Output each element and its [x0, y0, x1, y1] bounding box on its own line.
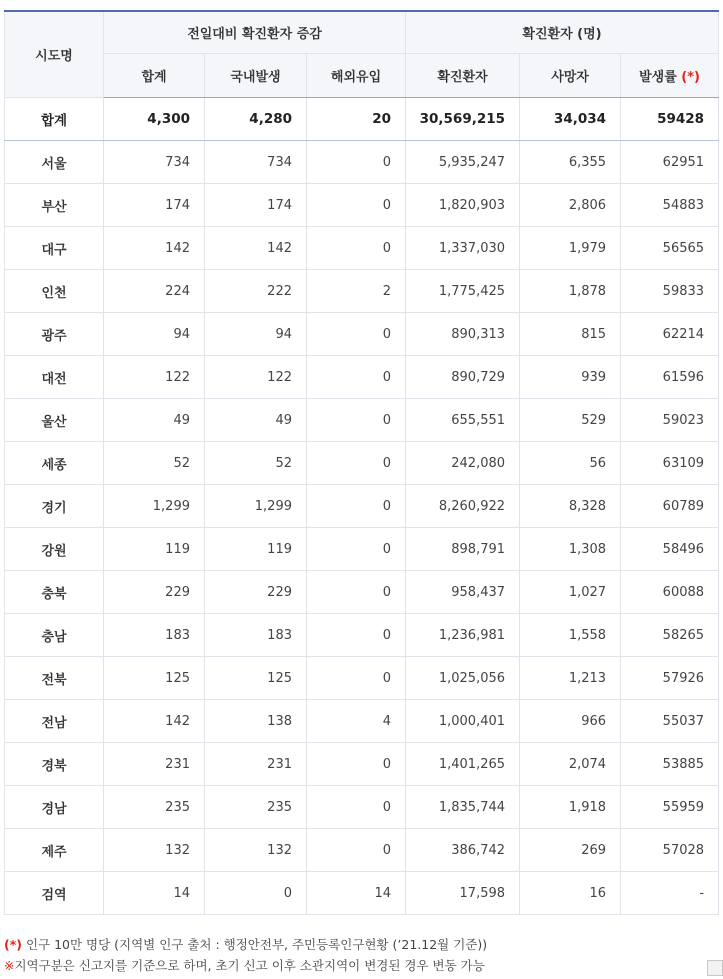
header-region: 시도명 — [5, 11, 104, 98]
cell-name: 검역 — [5, 872, 104, 915]
cell-domestic: 142 — [205, 227, 307, 270]
covid-region-table — [4, 10, 719, 915]
cell-overseas: 0 — [307, 485, 406, 528]
cell-name: 강원 — [5, 528, 104, 571]
cell-sum: 94 — [104, 313, 205, 356]
cell-incidence: 53885 — [621, 743, 719, 786]
cell-confirmed: 890,729 — [406, 356, 520, 399]
cell-overseas: 0 — [307, 227, 406, 270]
cell-overseas: 0 — [307, 786, 406, 829]
cell-overseas: 0 — [307, 829, 406, 872]
footnote-mark: ※ — [4, 958, 15, 973]
cell-deaths: 1,558 — [520, 614, 621, 657]
cell-name: 대전 — [5, 356, 104, 399]
cell-domestic: 183 — [205, 614, 307, 657]
cell-domestic: 734 — [205, 141, 307, 184]
table-body — [5, 98, 719, 915]
cell-sum: 183 — [104, 614, 205, 657]
footnote-star: (*) — [4, 937, 22, 952]
table-row — [5, 700, 719, 743]
cell-incidence: 59833 — [621, 270, 719, 313]
cell-sum: 142 — [104, 227, 205, 270]
cell-overseas: 0 — [307, 528, 406, 571]
table-row — [5, 743, 719, 786]
cell-name: 경기 — [5, 485, 104, 528]
header-incidence-label: 발생률 — [639, 70, 677, 85]
cell-confirmed: 655,551 — [406, 399, 520, 442]
cell-overseas: 0 — [307, 614, 406, 657]
cell-incidence: 57028 — [621, 829, 719, 872]
cell-confirmed: 898,791 — [406, 528, 520, 571]
cell-confirmed: 242,080 — [406, 442, 520, 485]
cell-incidence: 60088 — [621, 571, 719, 614]
cell-incidence: 58496 — [621, 528, 719, 571]
cell-confirmed: 17,598 — [406, 872, 520, 915]
cell-incidence: 58265 — [621, 614, 719, 657]
cell-name: 서울 — [5, 141, 104, 184]
cell-incidence: 61596 — [621, 356, 719, 399]
cell-sum: 224 — [104, 270, 205, 313]
cell-confirmed: 386,742 — [406, 829, 520, 872]
table-row — [5, 184, 719, 227]
cell-sum: 52 — [104, 442, 205, 485]
footnote-incidence — [4, 934, 718, 955]
cell-deaths: 1,918 — [520, 786, 621, 829]
cell-sum: 229 — [104, 571, 205, 614]
cell-overseas: 0 — [307, 743, 406, 786]
cell-name: 광주 — [5, 313, 104, 356]
cell-deaths: 1,213 — [520, 657, 621, 700]
cell-sum: 235 — [104, 786, 205, 829]
cell-incidence: 59428 — [621, 98, 719, 141]
cell-overseas: 0 — [307, 184, 406, 227]
cell-domestic: 235 — [205, 786, 307, 829]
cell-deaths: 1,878 — [520, 270, 621, 313]
cell-sum: 49 — [104, 399, 205, 442]
cell-confirmed: 890,313 — [406, 313, 520, 356]
cell-incidence: 56565 — [621, 227, 719, 270]
cell-name: 대구 — [5, 227, 104, 270]
cell-confirmed: 1,835,744 — [406, 786, 520, 829]
cell-domestic: 52 — [205, 442, 307, 485]
cell-deaths: 34,034 — [520, 98, 621, 141]
cell-deaths: 1,027 — [520, 571, 621, 614]
cell-overseas: 0 — [307, 313, 406, 356]
cell-deaths: 8,328 — [520, 485, 621, 528]
cell-deaths: 939 — [520, 356, 621, 399]
table-row — [5, 399, 719, 442]
header-daily-change-group: 전일대비 확진환자 증감 — [104, 11, 406, 54]
total-row — [5, 98, 719, 141]
cell-incidence: 55037 — [621, 700, 719, 743]
cell-overseas: 0 — [307, 442, 406, 485]
cell-overseas: 20 — [307, 98, 406, 141]
cell-overseas: 4 — [307, 700, 406, 743]
cell-domestic: 4,280 — [205, 98, 307, 141]
cell-domestic: 138 — [205, 700, 307, 743]
table-row — [5, 614, 719, 657]
cell-overseas: 14 — [307, 872, 406, 915]
cell-sum: 125 — [104, 657, 205, 700]
cell-deaths: 1,979 — [520, 227, 621, 270]
cell-deaths: 2,074 — [520, 743, 621, 786]
cell-deaths: 1,308 — [520, 528, 621, 571]
header-incidence-mark: (*) — [681, 70, 700, 85]
cell-confirmed: 958,437 — [406, 571, 520, 614]
footnote-region-text: 지역구분은 신고지를 기준으로 하며, 초기 신고 이후 소관지역이 변경된 경우 변동 가능 — [14, 958, 485, 973]
cell-sum: 231 — [104, 743, 205, 786]
cell-domestic: 49 — [205, 399, 307, 442]
cell-incidence: 60789 — [621, 485, 719, 528]
cell-name: 경북 — [5, 743, 104, 786]
cell-sum: 1,299 — [104, 485, 205, 528]
cell-incidence: 62214 — [621, 313, 719, 356]
table-row — [5, 657, 719, 700]
cell-deaths: 815 — [520, 313, 621, 356]
cell-name: 인천 — [5, 270, 104, 313]
cell-name: 전남 — [5, 700, 104, 743]
cell-overseas: 0 — [307, 571, 406, 614]
header-confirmed-group: 확진환자 (명) — [406, 11, 719, 54]
cell-overseas: 2 — [307, 270, 406, 313]
table-row — [5, 141, 719, 184]
table-row — [5, 872, 719, 915]
cell-deaths: 16 — [520, 872, 621, 915]
header-confirmed: 확진환자 — [406, 54, 520, 98]
cell-incidence: - — [621, 872, 719, 915]
cell-sum: 122 — [104, 356, 205, 399]
cell-domestic: 132 — [205, 829, 307, 872]
cell-sum: 142 — [104, 700, 205, 743]
table-row — [5, 786, 719, 829]
cell-confirmed: 1,775,425 — [406, 270, 520, 313]
cell-sum: 4,300 — [104, 98, 205, 141]
cell-domestic: 94 — [205, 313, 307, 356]
cell-incidence: 57926 — [621, 657, 719, 700]
cell-name: 경남 — [5, 786, 104, 829]
table-row — [5, 571, 719, 614]
footnote-incidence-text: 인구 10만 명당 (지역별 인구 출처 : 행정안전부, 주민등록인구현황 (’21.12월 기준)) — [21, 937, 488, 952]
cell-deaths: 2,806 — [520, 184, 621, 227]
table-row — [5, 528, 719, 571]
table-row — [5, 485, 719, 528]
cell-confirmed: 1,236,981 — [406, 614, 520, 657]
cell-sum: 14 — [104, 872, 205, 915]
cell-domestic: 229 — [205, 571, 307, 614]
header-domestic: 국내발생 — [205, 54, 307, 98]
footnotes — [4, 934, 718, 976]
cell-sum: 119 — [104, 528, 205, 571]
cell-domestic: 231 — [205, 743, 307, 786]
cell-deaths: 529 — [520, 399, 621, 442]
cell-confirmed: 1,820,903 — [406, 184, 520, 227]
cell-overseas: 0 — [307, 399, 406, 442]
cell-domestic: 122 — [205, 356, 307, 399]
table-row — [5, 442, 719, 485]
cell-overseas: 0 — [307, 141, 406, 184]
table-row — [5, 829, 719, 872]
table-row — [5, 356, 719, 399]
table-row — [5, 227, 719, 270]
cell-confirmed: 30,569,215 — [406, 98, 520, 141]
cell-confirmed: 1,337,030 — [406, 227, 520, 270]
header-incidence — [621, 54, 719, 98]
scroll-corner[interactable] — [707, 960, 723, 976]
cell-deaths: 269 — [520, 829, 621, 872]
cell-incidence: 54883 — [621, 184, 719, 227]
cell-domestic: 222 — [205, 270, 307, 313]
cell-deaths: 56 — [520, 442, 621, 485]
cell-overseas: 0 — [307, 657, 406, 700]
cell-domestic: 125 — [205, 657, 307, 700]
cell-name: 세종 — [5, 442, 104, 485]
cell-sum: 734 — [104, 141, 205, 184]
cell-name: 합계 — [5, 98, 104, 141]
cell-domestic: 119 — [205, 528, 307, 571]
cell-domestic: 174 — [205, 184, 307, 227]
cell-overseas: 0 — [307, 356, 406, 399]
header-deaths: 사망자 — [520, 54, 621, 98]
cell-incidence: 62951 — [621, 141, 719, 184]
cell-confirmed: 8,260,922 — [406, 485, 520, 528]
cell-name: 충북 — [5, 571, 104, 614]
cell-name: 전북 — [5, 657, 104, 700]
cell-incidence: 59023 — [621, 399, 719, 442]
header-overseas: 해외유입 — [307, 54, 406, 98]
footnote-region — [4, 955, 718, 976]
header-sum: 합계 — [104, 54, 205, 98]
cell-sum: 174 — [104, 184, 205, 227]
cell-confirmed: 5,935,247 — [406, 141, 520, 184]
cell-name: 부산 — [5, 184, 104, 227]
table-row — [5, 313, 719, 356]
cell-name: 울산 — [5, 399, 104, 442]
cell-deaths: 966 — [520, 700, 621, 743]
cell-incidence: 55959 — [621, 786, 719, 829]
cell-confirmed: 1,401,265 — [406, 743, 520, 786]
cell-incidence: 63109 — [621, 442, 719, 485]
cell-domestic: 1,299 — [205, 485, 307, 528]
cell-name: 제주 — [5, 829, 104, 872]
cell-confirmed: 1,000,401 — [406, 700, 520, 743]
cell-confirmed: 1,025,056 — [406, 657, 520, 700]
cell-sum: 132 — [104, 829, 205, 872]
cell-deaths: 6,355 — [520, 141, 621, 184]
table-row — [5, 270, 719, 313]
cell-domestic: 0 — [205, 872, 307, 915]
cell-name: 충남 — [5, 614, 104, 657]
